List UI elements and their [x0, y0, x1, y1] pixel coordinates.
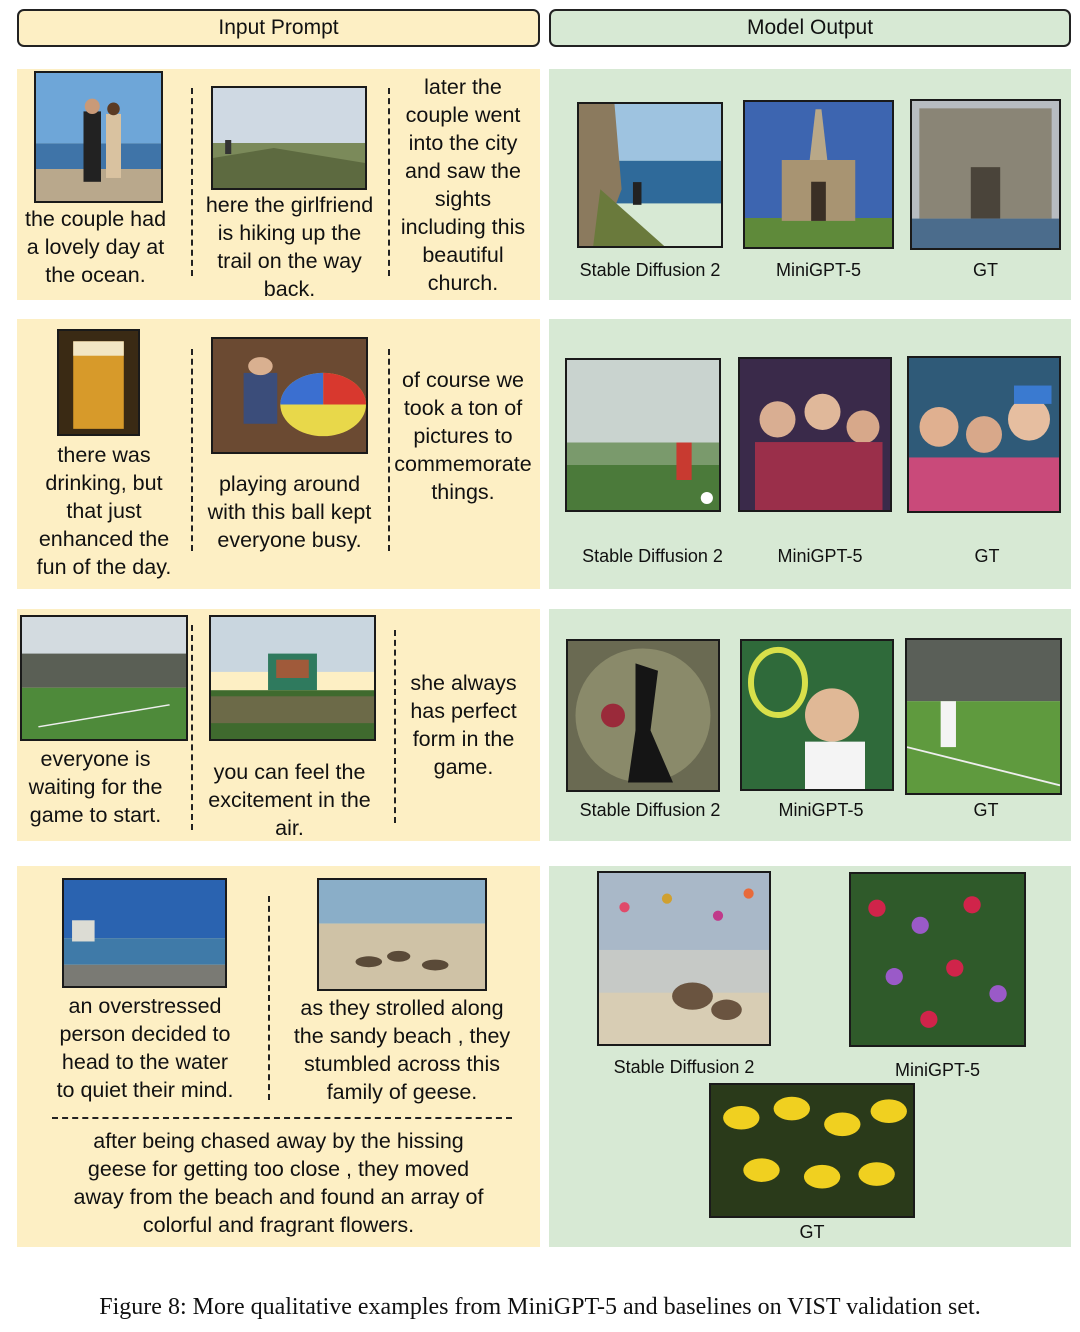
row2-minigpt5-image	[738, 357, 892, 512]
prompt-r3-1: everyone is waiting for the game to start.	[28, 747, 163, 827]
row2-label-gt: GT	[974, 546, 1000, 566]
row1-minigpt5-image	[743, 100, 894, 249]
row2-label-minigpt5: MiniGPT-5	[777, 546, 863, 566]
row1-label-minigpt5: MiniGPT-5	[775, 260, 862, 280]
row2-sd2-image	[565, 358, 721, 512]
row4-label-minigpt5: MiniGPT-5	[894, 1060, 981, 1080]
prompt-r1-1: the couple had a lovely day at the ocean.	[24, 207, 167, 287]
prompt-r4-2: as they strolled along the sandy beach , they stumbled across this family of geese.	[293, 996, 511, 1104]
prompt-r4-3: after being chased away by the hissing geese for getting too close , they moved away from the beach and found an array of colorful and fragrant flowers.	[73, 1129, 484, 1237]
row4-label-gt: GT	[799, 1222, 825, 1242]
waterfront-photo	[62, 878, 227, 988]
divider-r4-horizontal	[52, 1117, 512, 1119]
row4-label-sd2: Stable Diffusion 2	[613, 1057, 755, 1077]
row4-gt-image	[709, 1083, 915, 1218]
stadium-court-photo	[20, 615, 188, 741]
prompt-r1-3: later the couple went into the city and saw the sights including this beautiful church.	[400, 75, 526, 295]
row2-gt-image	[907, 356, 1061, 513]
row1-sd2-image	[577, 102, 723, 248]
figure-caption: Figure 8: More qualitative examples from MiniGPT-5 and baselines on VIST validation set.	[99, 1294, 981, 1320]
geese-beach-photo	[317, 878, 487, 991]
row3-gt-image	[905, 638, 1062, 795]
prompt-r2-2: playing around with this ball kept everyone busy.	[207, 472, 372, 552]
row3-label-gt: GT	[973, 800, 999, 820]
row3-label-minigpt5: MiniGPT-5	[778, 800, 864, 820]
prompt-r1-2: here the girlfriend is hiking up the trail on the way back.	[205, 193, 374, 301]
prompt-r2-3: of course we took a ton of pictures to commemorate things.	[394, 368, 532, 504]
input-prompt-header: Input Prompt	[17, 9, 540, 47]
row1-label-sd2: Stable Diffusion 2	[579, 260, 721, 280]
prompt-r3-2: you can feel the excitement in the air.	[208, 760, 371, 840]
row4-minigpt5-image	[849, 872, 1026, 1047]
crowd-screen-photo	[209, 615, 376, 741]
divider-r4-a	[268, 896, 270, 1100]
prompt-r3-3: she always has perfect form in the game.	[410, 671, 517, 779]
row4-sd2-image	[597, 871, 771, 1046]
row3-minigpt5-image	[740, 639, 894, 791]
row3-label-sd2: Stable Diffusion 2	[579, 800, 721, 820]
prompt-r2-1: there was drinking, but that just enhanced the fun of the day.	[36, 443, 172, 579]
row3-sd2-image	[566, 639, 720, 792]
model-output-header: Model Output	[549, 9, 1071, 47]
prompt-r4-1: an overstressed person decided to head to the water to quiet their mind.	[56, 994, 234, 1102]
beach-ball-photo	[211, 337, 368, 454]
row1-gt-image	[910, 99, 1061, 250]
row1-label-gt: GT	[973, 260, 998, 280]
beer-glass-photo	[57, 329, 140, 436]
row2-label-sd2: Stable Diffusion 2	[582, 546, 723, 566]
couple-ocean-photo	[34, 71, 163, 203]
hiking-trail-photo	[211, 86, 367, 190]
